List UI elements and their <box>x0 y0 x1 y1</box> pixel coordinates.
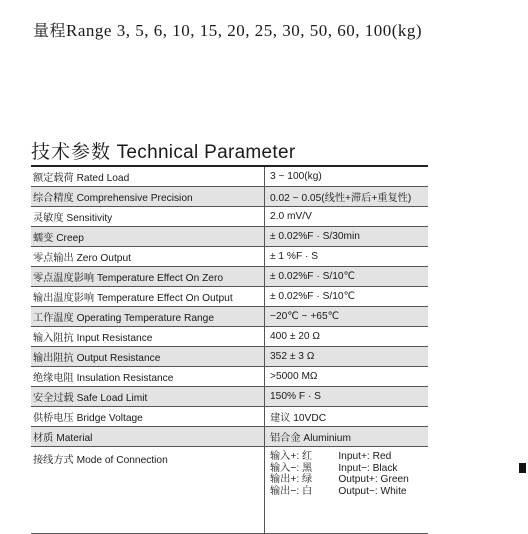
param-value: ± 0.02%F · S/10℃ <box>265 287 429 307</box>
connection-cn: 输出−: 白 <box>270 485 313 497</box>
section-title <box>31 137 296 164</box>
param-name: 绝缘电阻 Insulation Resistance <box>31 367 265 387</box>
connection-name: 接线方式 Mode of Connection <box>31 447 265 534</box>
connection-row <box>31 447 428 534</box>
table-row <box>31 307 428 327</box>
param-name: 蠕变 Creep <box>31 227 265 247</box>
param-value: 150% F · S <box>265 387 429 407</box>
table-row <box>31 367 428 387</box>
table-row <box>31 347 428 367</box>
connection-cn: 输入+: 红 <box>270 451 313 462</box>
param-value: 铝合金 Aluminium <box>265 427 429 447</box>
connection-en: Input+: Red <box>338 451 392 462</box>
param-name: 输入阻抗 Input Resistance <box>31 327 265 347</box>
param-name: 输出温度影响 Temperature Effect On Output <box>31 287 265 307</box>
table-row <box>31 427 428 447</box>
table-row <box>31 387 428 407</box>
connection-cn: 输出+: 绿 <box>270 474 313 485</box>
param-name: 供桥电压 Bridge Voltage <box>31 407 265 427</box>
param-value: ± 1 %F · S <box>265 247 429 267</box>
param-value: 352 ± 3 Ω <box>265 347 429 367</box>
param-name: 工作温度 Operating Temperature Range <box>31 307 265 327</box>
param-value: 3 ~ 100(kg) <box>265 166 429 187</box>
param-name: 综合精度 Comprehensive Precision <box>31 187 265 207</box>
connection-en: Input−: Black <box>338 462 398 474</box>
param-name: 输出阻抗 Output Resistance <box>31 347 265 367</box>
spec-table <box>31 165 428 534</box>
connection-list <box>270 451 425 497</box>
table-row <box>31 287 428 307</box>
param-value: >5000 MΩ <box>265 367 429 387</box>
table-row <box>31 187 428 207</box>
section-title-cn: 技术参数 <box>31 141 112 163</box>
param-value: 0.02 ~ 0.05(线性+滞后+重复性) <box>265 187 429 207</box>
range-label-cn: 量程 <box>33 21 67 40</box>
param-value: ± 0.02%F · S/30min <box>265 227 429 247</box>
connection-en: Output+: Green <box>338 474 409 485</box>
param-name: 安全过载 Safe Load Limit <box>31 387 265 407</box>
table-row <box>31 327 428 347</box>
range-label-en: Range <box>66 21 112 40</box>
param-value: 建议 10VDC <box>265 407 429 427</box>
connection-value <box>265 447 429 534</box>
param-name: 灵敏度 Sensitivity <box>31 207 265 227</box>
table-row <box>31 166 428 187</box>
param-value: 2.0 mV/V <box>265 207 429 227</box>
param-value: −20℃ ~ +65℃ <box>265 307 429 327</box>
edge-mark <box>519 463 526 473</box>
range-line <box>33 18 422 41</box>
table-row <box>31 227 428 247</box>
table-row <box>31 407 428 427</box>
param-name: 零点输出 Zero Output <box>31 247 265 267</box>
table-row <box>31 207 428 227</box>
param-name: 额定载荷 Rated Load <box>31 166 265 187</box>
connection-cn: 输入−: 黑 <box>270 462 313 474</box>
param-name: 材质 Material <box>31 427 265 447</box>
table-row <box>31 267 428 287</box>
connection-en: Output−: White <box>338 485 407 497</box>
spec-table-body <box>31 166 428 534</box>
table-row <box>31 247 428 267</box>
param-value: 400 ± 20 Ω <box>265 327 429 347</box>
param-value: ± 0.02%F · S/10℃ <box>265 267 429 287</box>
range-values: 3, 5, 6, 10, 15, 20, 25, 30, 50, 60, 100(kg) <box>116 21 423 40</box>
param-name: 零点温度影响 Temperature Effect On Zero <box>31 267 265 287</box>
section-title-en: Technical Parameter <box>116 142 296 163</box>
